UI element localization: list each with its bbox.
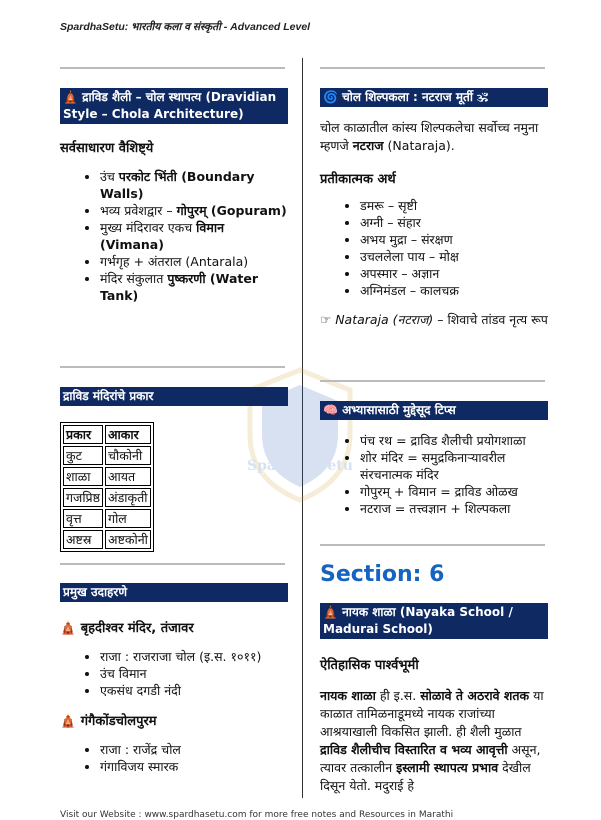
intro-post: (Nataraja).	[383, 138, 455, 153]
example-list	[60, 648, 288, 699]
item-text: मुख्य मंदिरावर एकच	[100, 220, 197, 235]
section-banner: 🧠 अभ्यासासाठी मुद्देसूद टिप्स	[320, 401, 548, 420]
list-item: • उंच विमान	[100, 665, 288, 682]
para-bold: नायक शाळा	[320, 688, 376, 703]
page-header: SpardhaSetu: भारतीय कला व संस्कृती - Advanced Level	[60, 21, 311, 33]
list-item	[100, 253, 288, 270]
intro-bold: नटराज	[352, 138, 384, 153]
table-cell: आयत	[105, 467, 151, 486]
table-cell: अष्टकोनी	[105, 530, 151, 549]
list-item: • राजा : राजेंद्र चोल	[100, 741, 288, 758]
section-banner: द्राविड मंदिरांचे प्रकार	[60, 387, 288, 406]
footer: Visit our Website : www.spardhasetu.com for more free notes and Resources in Marathi	[60, 810, 454, 820]
right-section-nayaka	[320, 562, 548, 795]
list-item: • अग्निमंडल – कालचक्र	[360, 282, 548, 299]
list-item: • नटराज = तत्त्वज्ञान + शिल्पकला	[360, 500, 548, 517]
list-item: • अभय मुद्रा – संरक्षण	[360, 231, 548, 248]
example-title	[60, 618, 288, 636]
subheading: प्रतीकात्मक अर्थ	[320, 172, 396, 187]
table-row	[63, 446, 151, 465]
rule	[60, 366, 285, 368]
rule	[60, 563, 285, 565]
item-text: मंदिर संकुलात	[100, 271, 168, 286]
intro-text	[320, 119, 548, 155]
para-text: या काळात तामिळनाडूमध्ये नायक राजांच्या आश्रयाखाली विकसित झाली. ही शैली मुळात	[320, 688, 544, 739]
table-cell: गोल	[105, 509, 151, 528]
left-section-chola	[60, 88, 288, 304]
table-cell: शाळा	[63, 467, 103, 486]
item-bold: परकोट भिंती (Boundary Walls)	[100, 169, 255, 201]
subheading: सर्वसाधारण वैशिष्ट्ये	[60, 141, 154, 156]
example-title-text: बृहदीश्वर मंदिर, तंजावर	[80, 621, 194, 636]
list-item	[100, 168, 288, 202]
list-item	[100, 202, 288, 219]
watermark-text: Spardha Setu	[247, 458, 353, 474]
section-banner: 🌀 चोल शिल्पकला : नटराज मूर्ती 🕉	[320, 88, 548, 107]
left-section-examples	[60, 583, 288, 775]
para-text: असून, त्यावर तत्कालीन	[320, 742, 541, 775]
rule	[60, 67, 285, 69]
list-item: • गंगाविजय स्मारक	[100, 758, 288, 775]
para-text: देखील दिसून येतो. मदुराई हे	[320, 760, 531, 793]
item-bold: गोपुरम् (Gopuram)	[176, 203, 287, 218]
para-text: ही इ.स.	[375, 688, 421, 703]
column-divider	[302, 58, 303, 798]
temple-icon: 🛕	[60, 621, 77, 636]
list-item: • राजा : राजराजा चोल (इ.स. १०११)	[100, 648, 288, 665]
table-cell: कुट	[63, 446, 103, 465]
list-item: • डमरू – सृष्टी	[360, 197, 548, 214]
table-header: प्रकार	[63, 425, 103, 444]
intro-pre: चोल काळातील कांस्य शिल्पकलेचा सर्वोच्च नमुना म्हणजे	[320, 120, 539, 153]
list-item: • उचललेला पाय – मोक्ष	[360, 248, 548, 265]
banner-text: द्राविड शैली – चोल स्थापत्य (Dravidian Style – Chola Architecture)	[63, 90, 277, 121]
list-item: • अपस्मार – अज्ञान	[360, 265, 548, 282]
table-cell: गजप्रिष्ठ	[63, 488, 103, 507]
temple-icon: 🛕	[63, 90, 78, 104]
rule	[320, 544, 545, 546]
table-header: आकार	[105, 425, 151, 444]
item-text: भव्य प्रवेशद्वार –	[100, 203, 177, 218]
subheading: ऐतिहासिक पार्श्वभूमी	[320, 658, 419, 673]
list-item: • शोर मंदिर = समुद्रकिनाऱ्यावरील संरचनात्मक मंदिर	[360, 449, 548, 483]
banner-text: नायक शाळा (Nayaka School / Madurai School)	[323, 605, 513, 636]
temple-icon: 🛕	[323, 605, 338, 619]
symbol-list	[320, 197, 548, 299]
table-cell: चौकोनी	[105, 446, 151, 465]
tips-list	[320, 432, 548, 517]
list-item: • अग्नी – संहार	[360, 214, 548, 231]
history-paragraph	[320, 687, 548, 795]
table-row	[63, 488, 151, 507]
section-banner	[60, 88, 288, 124]
temple-types-table	[60, 422, 154, 552]
note-italic: Nataraja (नटराज)	[335, 312, 434, 327]
section-banner	[320, 603, 548, 639]
list-item	[100, 219, 288, 253]
list-item	[100, 270, 288, 304]
table-cell: वृत्त	[63, 509, 103, 528]
table-row	[63, 467, 151, 486]
pointing-hand-icon: ☞	[320, 312, 332, 327]
list-item: • पंच रथ = द्राविड शैलीची प्रयोगशाळा	[360, 432, 548, 449]
example-title-text: गंगैकोंडचोलपुरम	[80, 714, 157, 729]
right-section-nataraja	[320, 88, 548, 329]
table-cell: अंडाकृती	[105, 488, 151, 507]
table-cell: अष्टस्र	[63, 530, 103, 549]
para-bold: इस्लामी स्थापत्य प्रभाव	[396, 760, 499, 775]
item-text: उंच	[100, 169, 119, 184]
note	[320, 311, 548, 329]
section-title: Section: 6	[320, 562, 445, 587]
note-text: – शिवाचे तांडव नृत्य रूप	[433, 312, 548, 327]
example-title	[60, 711, 288, 729]
temple-icon: 🛕	[60, 714, 77, 729]
section-banner: प्रमुख उदाहरणे	[60, 583, 288, 602]
table-row	[63, 509, 151, 528]
rule	[320, 67, 545, 69]
item-text: गर्भगृह + अंतराल (Antarala)	[100, 254, 249, 269]
item-bold: पुष्करणी (Water Tank)	[100, 271, 259, 303]
left-section-types	[60, 387, 288, 552]
rule	[320, 380, 545, 382]
para-bold: द्राविड शैलीचीच विस्तारित व भव्य आवृत्ती	[320, 742, 508, 757]
list-item: • गोपुरम् + विमान = द्राविड ओळख	[360, 483, 548, 500]
right-section-tips	[320, 401, 548, 517]
example-list	[60, 741, 288, 775]
list-item: • एकसंध दगडी नंदी	[100, 682, 288, 699]
item-bold: विमान (Vimana)	[100, 220, 225, 252]
para-bold: सोळावे ते अठरावे शतक	[420, 688, 530, 703]
feature-list	[60, 168, 288, 304]
table-row	[63, 530, 151, 549]
